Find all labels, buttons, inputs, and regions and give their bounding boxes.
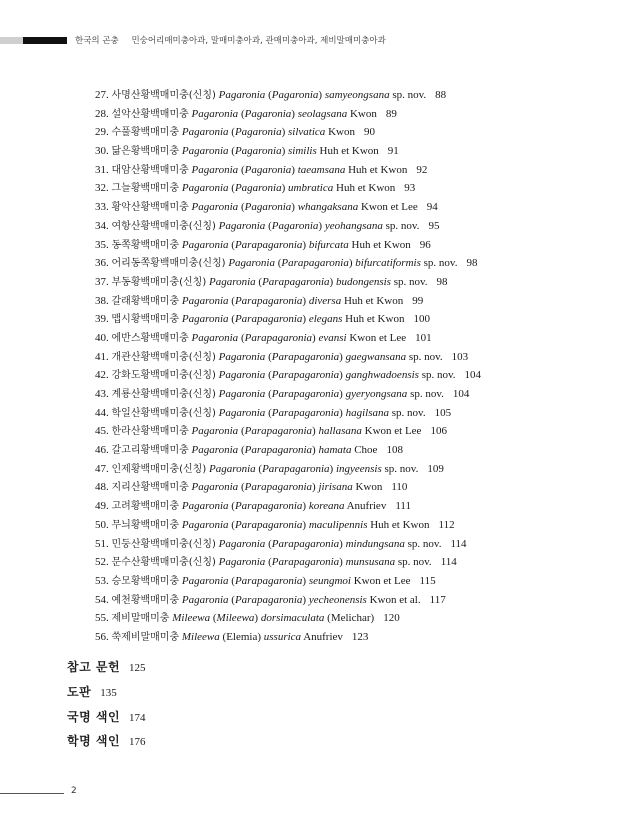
toc-section — [67, 655, 146, 680]
entry-number: 33. — [95, 201, 109, 214]
korean-name: 승모황백매미충 — [111, 575, 180, 587]
species-name: ganghwadoensis — [345, 369, 419, 382]
subgenus-name: Parapagaronia — [271, 350, 340, 363]
genus-name: Pagaronia — [191, 201, 239, 214]
subgenus-name: Parapagaronia — [234, 294, 303, 307]
page-ref: 106 — [430, 425, 447, 438]
entry-number: 43. — [95, 388, 109, 400]
author-name: sp. nov. — [391, 406, 426, 419]
page-ref: 123 — [351, 630, 369, 643]
subgenus-name: Pagaronia — [244, 163, 292, 176]
species-name: seolagsana — [297, 107, 348, 120]
toc-entry: 48. 지리산황백매미충 Pagaronia (Parapagaronia) jirisana Kwon 110 — [95, 481, 408, 494]
toc-section-list — [67, 655, 146, 754]
toc-entry: 38. 갈래황백매미충 Pagaronia (Parapagaronia) diversa Huh et Kwon 99 — [95, 294, 424, 307]
toc-entry: 33. 황악산황백매미충 Pagaronia (Pagaronia) whangaksana Kwon et Lee 94 — [95, 201, 438, 214]
korean-name: 설악산황백매미충 — [111, 108, 189, 120]
subgenus-name: Parapagaronia — [281, 257, 349, 270]
author-name: Choe — [354, 444, 378, 457]
genus-name: Pagaronia — [181, 182, 229, 195]
entry-number: 51. — [95, 537, 109, 550]
toc-entry: 53. 승모황백매미충 Pagaronia (Parapagaronia) seungmoi Kwon et Lee 115 — [95, 574, 436, 587]
toc-entry: 36. 어리동쪽황백매미충(신칭) Pagaronia (Parapagaronia) bifurcatiformis sp. nov. 98 — [95, 257, 478, 270]
page-ref: 99 — [412, 294, 424, 307]
genus-name: Pagaronia — [218, 350, 266, 363]
subgenus-name: Pagaronia — [234, 145, 282, 158]
korean-name: 사명산황백매미충(신칭) — [111, 90, 216, 101]
genus-name: Pagaronia — [218, 388, 266, 400]
subgenus-name: Parapagaronia — [234, 518, 303, 531]
korean-name: 수풀황백매미충 — [111, 127, 180, 139]
section-page: 125 — [129, 662, 146, 674]
korean-name: 민둥산황백매미충(신칭) — [111, 538, 216, 550]
entry-number: 29. — [95, 126, 109, 139]
header-book-title: 한국의 곤충 — [75, 36, 119, 46]
korean-name: 고려황백매미충 — [111, 501, 180, 513]
entry-number: 56. — [95, 630, 109, 643]
toc-entry: 39. 맵시황백매미충 Pagaronia (Parapagaronia) elegans Huh et Kwon 100 — [95, 313, 430, 326]
species-name: seungmoi — [308, 574, 351, 587]
genus-name: Pagaronia — [181, 574, 229, 587]
genus-name: Pagaronia — [218, 219, 266, 232]
page-ref: 100 — [413, 313, 430, 326]
toc-entry: 45. 한라산황백매미충 Pagaronia (Parapagaronia) hallasana Kwon et Lee 106 — [95, 425, 447, 438]
page-ref: 98 — [466, 257, 478, 270]
entry-number: 38. — [95, 294, 109, 307]
section-title: 학명 색인 — [67, 734, 121, 749]
species-name: elegans — [308, 313, 343, 326]
subgenus-name: Parapagaronia — [262, 462, 330, 475]
author-name: Kwon — [355, 481, 383, 494]
subgenus-name: Parapagaronia — [244, 425, 313, 438]
toc-entry: 34. 여항산황백매미충(신칭) Pagaronia (Pagaronia) yeohangsana sp. nov. 95 — [95, 219, 440, 232]
korean-name: 개관산황백매미충(신칭) — [111, 351, 216, 363]
korean-name: 인제황백매미충(신칭) — [111, 463, 207, 475]
subgenus-name: Parapagaronia — [234, 238, 303, 251]
genus-name: Mileewa — [181, 630, 220, 643]
genus-name: Pagaronia — [181, 238, 229, 251]
toc-entry: 56. 쑥제비말매미충 Mileewa (Elemia) ussurica Anufriev 123 — [95, 630, 369, 643]
species-name: ussurica — [263, 630, 302, 643]
toc-entry: 29. 수풀황백매미충 Pagaronia (Pagaronia) silvatica Kwon 90 — [95, 126, 375, 139]
korean-name: 맵시황백매미충 — [111, 314, 180, 326]
korean-name: 부동황백매미충(신칭) — [111, 276, 207, 288]
entry-number: 49. — [95, 500, 109, 513]
page-ref: 114 — [440, 556, 457, 569]
korean-name: 예천황백매미충 — [111, 594, 180, 606]
toc-entry: 43. 계룡산황백매미충(신칭) Pagaronia (Parapagaronia) gyeryongsana sp. nov. 104 — [95, 388, 470, 400]
section-page: 176 — [129, 736, 146, 749]
subgenus-name: Parapagaronia — [234, 500, 303, 513]
species-name: similis — [288, 145, 317, 158]
species-name: maculipennis — [308, 518, 368, 531]
genus-name: Pagaronia — [191, 444, 239, 457]
subgenus-name: Parapagaronia — [262, 275, 330, 288]
header-chapter-title: 민숭어리매미충아과, 말매미충아과, 관매미충아과, 제비말매미충아과 — [131, 36, 386, 46]
genus-name: Pagaronia — [209, 275, 256, 288]
species-name: yecheonensis — [308, 593, 367, 606]
korean-name: 대암산황백매미충 — [111, 164, 189, 176]
subgenus-name: Pagaronia — [271, 219, 319, 232]
author-name: Kwon et Lee — [364, 425, 422, 438]
species-name: ingyeensis — [335, 462, 382, 475]
entry-number: 50. — [95, 518, 109, 531]
species-name: yeohangsana — [324, 219, 383, 232]
subgenus-name: Pagaronia — [244, 107, 292, 120]
korean-name: 학일산황백매미충(신칭) — [111, 407, 216, 419]
genus-name: Pagaronia — [181, 313, 229, 326]
toc-entry: 49. 고려황백매미충 Pagaronia (Parapagaronia) koreana Anufriev 111 — [95, 500, 412, 513]
author-name: Kwon — [328, 126, 355, 139]
genus-name: Pagaronia — [181, 145, 229, 158]
toc-entry: 28. 설악산황백매미충 Pagaronia (Pagaronia) seolagsana Kwon 89 — [95, 107, 397, 120]
species-name: dorsimaculata — [260, 612, 325, 625]
korean-name: 무늬황백매미충 — [111, 519, 180, 531]
author-name: Kwon et al. — [369, 593, 421, 606]
section-title: 국명 색인 — [67, 709, 121, 724]
species-name: evansi — [318, 331, 347, 344]
page-ref: 117 — [429, 593, 446, 606]
page-ref: 115 — [419, 574, 436, 587]
entry-number: 47. — [95, 462, 109, 475]
species-name: bifurcatiformis — [355, 257, 421, 270]
page-ref: 101 — [415, 331, 432, 344]
toc-section — [67, 680, 146, 705]
toc-entry: 27. 사명산황백매미충(신칭) Pagaronia (Pagaronia) samyeongsana sp. nov. 88 — [95, 89, 447, 101]
toc-entry: 55. 제비말매미충 Mileewa (Mileewa) dorsimaculata (Melichar) 120 — [95, 612, 400, 625]
subgenus-name: Parapagaronia — [244, 331, 313, 344]
toc-entry: 31. 대암산황백매미충 Pagaronia (Pagaronia) taeamsana Huh et Kwon 92 — [95, 163, 428, 176]
genus-name: Pagaronia — [181, 126, 229, 139]
toc-entry: 54. 예천황백매미충 Pagaronia (Parapagaronia) yecheonensis Kwon et al. 117 — [95, 593, 446, 606]
entry-number: 36. — [95, 257, 109, 270]
genus-name: Pagaronia — [181, 294, 229, 307]
entry-number: 45. — [95, 425, 109, 438]
subgenus-name: Parapagaronia — [234, 574, 303, 587]
entry-number: 53. — [95, 574, 109, 587]
section-title: 참고 문헌 — [67, 660, 121, 674]
species-name: whangaksana — [297, 201, 359, 214]
korean-name: 계룡산황백매미충(신칭) — [111, 389, 216, 400]
toc-entry: 50. 무늬황백매미충 Pagaronia (Parapagaronia) maculipennis Huh et Kwon 112 — [95, 518, 455, 531]
page-ref: 90 — [363, 126, 375, 139]
subgenus-name: Parapagaronia — [271, 556, 340, 569]
korean-name: 문수산황백매미충(신칭) — [111, 557, 216, 569]
korean-name: 동쪽황백매미충 — [111, 239, 180, 251]
page-ref: 94 — [426, 201, 438, 214]
author-name: (Melichar) — [327, 612, 375, 625]
subgenus-name: Pagaronia — [244, 201, 292, 214]
toc-entry: 44. 학일산황백매미충(신칭) Pagaronia (Parapagaronia) hagilsana sp. nov. 105 — [95, 406, 452, 419]
species-name: gaegwansana — [345, 350, 407, 363]
species-name: bifurcata — [308, 238, 349, 251]
author-name: sp. nov. — [407, 537, 442, 550]
page-ref: 88 — [435, 89, 447, 101]
entry-number: 46. — [95, 444, 109, 457]
species-name: munsusana — [345, 556, 396, 569]
toc-entry: 42. 강화도황백매미충(신칭) Pagaronia (Parapagaronia) ganghwadoensis sp. nov. 104 — [95, 369, 482, 382]
entry-number: 28. — [95, 107, 109, 120]
author-name: sp. nov. — [423, 257, 458, 270]
author-name: Huh et Kwon — [345, 313, 405, 326]
entry-number: 54. — [95, 593, 109, 606]
toc-entry: 32. 그늘황백매미충 Pagaronia (Pagaronia) umbratica Huh et Kwon 93 — [95, 182, 416, 195]
subgenus-name: Pagaronia — [234, 126, 282, 139]
header-gray-bar — [0, 37, 23, 44]
korean-name: 황악산황백매미충 — [111, 202, 189, 214]
page-ref: 95 — [428, 219, 440, 232]
author-name: Huh et Kwon — [370, 518, 430, 531]
genus-name: Pagaronia — [218, 369, 266, 382]
toc-entry-list — [95, 86, 615, 647]
page-ref: 103 — [451, 350, 469, 363]
species-name: mindungsana — [345, 537, 405, 550]
entry-number: 39. — [95, 313, 109, 326]
entry-number: 35. — [95, 238, 109, 251]
korean-name: 한라산황백매미충 — [111, 426, 189, 438]
author-name: sp. nov. — [384, 462, 419, 475]
entry-number: 44. — [95, 406, 109, 419]
entry-number: 52. — [95, 556, 109, 569]
korean-name: 어리동쪽황백매미충(신칭) — [111, 258, 226, 270]
page-ref: 104 — [464, 369, 482, 382]
entry-number: 32. — [95, 182, 109, 195]
subgenus-name: Parapagaronia — [271, 537, 340, 550]
entry-number: 34. — [95, 219, 109, 232]
korean-name: 에반스황백매미충 — [111, 332, 189, 344]
page-ref: 114 — [450, 537, 467, 550]
author-name: Kwon et Lee — [360, 201, 418, 214]
subgenus-name: Parapagaronia — [244, 444, 313, 457]
page-ref: 104 — [452, 388, 470, 400]
korean-name: 닮은황백매미충 — [111, 146, 180, 158]
header-black-bar — [23, 37, 67, 44]
page-ref: 109 — [427, 462, 444, 475]
genus-name: Pagaronia — [218, 406, 266, 419]
genus-name: Pagaronia — [209, 462, 256, 475]
genus-name: Pagaronia — [181, 500, 229, 513]
species-name: diversa — [308, 294, 342, 307]
genus-name: Pagaronia — [191, 331, 239, 344]
author-name: sp. nov. — [393, 275, 428, 288]
page-ref: 91 — [387, 145, 399, 158]
page-ref: 89 — [385, 107, 397, 120]
subgenus-name: Parapagaronia — [271, 369, 340, 382]
genus-name: Pagaronia — [228, 257, 275, 270]
subgenus-name: Elemia — [226, 630, 258, 643]
korean-name: 쑥제비말매미충 — [111, 631, 180, 643]
page-ref: 92 — [416, 163, 428, 176]
toc-entry: 37. 부동황백매미충(신칭) Pagaronia (Parapagaronia) budongensis sp. nov. 98 — [95, 275, 448, 288]
page-ref: 96 — [419, 238, 431, 251]
genus-name: Pagaronia — [181, 518, 229, 531]
subgenus-name: Mileewa — [216, 612, 255, 625]
author-name: Huh et Kwon — [343, 294, 404, 307]
page-ref: 105 — [434, 406, 452, 419]
entry-number: 37. — [95, 275, 109, 288]
species-name: umbratica — [288, 182, 334, 195]
genus-name: Pagaronia — [191, 425, 239, 438]
author-name: Anufriev — [346, 500, 387, 513]
author-name: Huh et Kwon — [319, 145, 379, 158]
page-ref: 112 — [438, 518, 455, 531]
species-name: silvatica — [288, 126, 326, 139]
page-ref: 98 — [436, 275, 448, 288]
page-ref: 111 — [395, 500, 412, 513]
species-name: hagilsana — [345, 406, 389, 419]
toc-entry: 35. 동쪽황백매미충 Pagaronia (Parapagaronia) bifurcata Huh et Kwon 96 — [95, 238, 431, 251]
species-name: budongensis — [335, 275, 391, 288]
author-name: sp. nov. — [408, 350, 443, 363]
author-name: sp. nov. — [421, 369, 456, 382]
genus-name: Pagaronia — [181, 593, 229, 606]
species-name: taeamsana — [297, 163, 346, 176]
species-name: jirisana — [318, 481, 353, 494]
author-name: Kwon — [349, 107, 377, 120]
subgenus-name: Parapagaronia — [244, 481, 313, 494]
entry-number: 48. — [95, 481, 109, 494]
subgenus-name: Parapagaronia — [234, 593, 303, 606]
species-name: koreana — [308, 500, 345, 513]
entry-number: 40. — [95, 331, 109, 344]
genus-name: Pagaronia — [218, 89, 266, 101]
korean-name: 갈래황백매미충 — [111, 295, 180, 307]
page-ref: 93 — [404, 182, 416, 195]
toc-entry: 52. 문수산황백매미충(신칭) Pagaronia (Parapagaronia) munsusana sp. nov. 114 — [95, 556, 457, 569]
page-number: 2 — [71, 786, 77, 796]
page-ref: 110 — [391, 481, 408, 494]
toc-section — [67, 729, 146, 754]
subgenus-name: Parapagaronia — [234, 313, 303, 326]
section-title: 도판 — [67, 684, 92, 699]
korean-name: 강화도황백매미충(신칭) — [111, 370, 216, 382]
section-page: 135 — [100, 686, 117, 699]
genus-name: Pagaronia — [191, 481, 239, 494]
author-name: Huh et Kwon — [351, 238, 411, 251]
entry-number: 27. — [95, 89, 109, 101]
species-name: gyeryongsana — [345, 388, 408, 400]
entry-number: 55. — [95, 612, 109, 625]
subgenus-name: Parapagaronia — [271, 406, 340, 419]
species-name: samyeongsana — [324, 89, 390, 101]
author-name: Huh et Kwon — [348, 163, 408, 176]
genus-name: Mileewa — [172, 612, 211, 625]
toc-entry: 40. 에반스황백매미충 Pagaronia (Parapagaronia) evansi Kwon et Lee 101 — [95, 331, 432, 344]
toc-entry: 41. 개관산황백매미충(신칭) Pagaronia (Parapagaronia) gaegwansana sp. nov. 103 — [95, 350, 469, 363]
korean-name: 지리산황백매미충 — [111, 482, 189, 494]
korean-name: 제비말매미충 — [111, 613, 170, 625]
author-name: Kwon et Lee — [349, 331, 407, 344]
author-name: Anufriev — [303, 630, 343, 643]
korean-name: 갈고리황백매미충 — [111, 445, 189, 457]
author-name: sp. nov. — [397, 556, 432, 569]
species-name: hallasana — [318, 425, 362, 438]
author-name: sp. nov. — [392, 89, 427, 101]
section-page: 174 — [129, 711, 146, 724]
genus-name: Pagaronia — [191, 163, 239, 176]
toc-section — [67, 705, 146, 730]
genus-name: Pagaronia — [218, 537, 266, 550]
toc-entry: 51. 민둥산황백매미충(신칭) Pagaronia (Parapagaronia) mindungsana sp. nov. 114 — [95, 537, 467, 550]
author-name: Huh et Kwon — [336, 182, 396, 195]
author-name: sp. nov. — [385, 219, 420, 232]
page-ref: 108 — [386, 444, 403, 457]
author-name: sp. nov. — [410, 388, 444, 400]
running-header — [75, 34, 615, 48]
subgenus-name: Parapagaronia — [271, 388, 340, 400]
toc-entry: 46. 갈고리황백매미충 Pagaronia (Parapagaronia) hamata Choe 108 — [95, 444, 403, 457]
korean-name: 그늘황백매미충 — [111, 183, 180, 195]
entry-number: 42. — [95, 369, 109, 382]
korean-name: 여항산황백매미충(신칭) — [111, 220, 216, 232]
toc-entry: 47. 인제황백매미충(신칭) Pagaronia (Parapagaronia) ingyeensis sp. nov. 109 — [95, 462, 444, 475]
genus-name: Pagaronia — [218, 556, 266, 569]
entry-number: 41. — [95, 350, 109, 363]
species-name: hamata — [318, 444, 352, 457]
toc-entry: 30. 닮은황백매미충 Pagaronia (Pagaronia) similis Huh et Kwon 91 — [95, 145, 399, 158]
genus-name: Pagaronia — [191, 107, 239, 120]
entry-number: 30. — [95, 145, 109, 158]
author-name: Kwon et Lee — [353, 574, 411, 587]
subgenus-name: Pagaronia — [234, 182, 282, 195]
entry-number: 31. — [95, 163, 109, 176]
subgenus-name: Pagaronia — [271, 89, 319, 101]
page-ref: 120 — [383, 612, 400, 625]
footer-rule — [0, 793, 64, 794]
